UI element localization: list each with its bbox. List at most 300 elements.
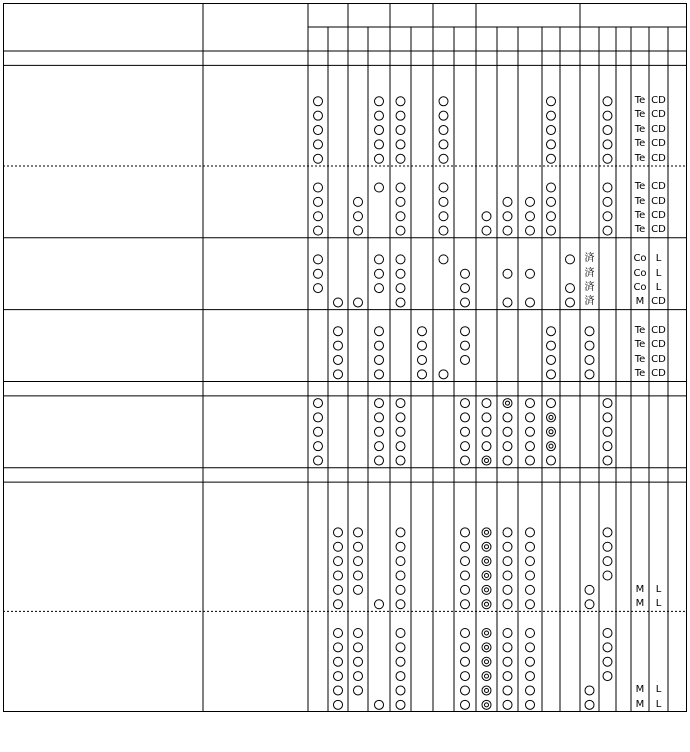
header-sub-label (411, 33, 433, 47)
mark-circle (334, 643, 343, 652)
mark-text: Te (634, 368, 646, 380)
mark-circle (503, 298, 512, 307)
mark-double-circle (482, 528, 491, 537)
mark-double-circle (503, 399, 512, 408)
mark-circle (375, 154, 384, 163)
header-sub-label (631, 28, 649, 50)
mark-circle (354, 686, 363, 695)
header-sub-label (368, 33, 390, 47)
mark-circle (526, 298, 535, 307)
mark-circle (314, 154, 323, 163)
mark-circle (314, 413, 323, 422)
mark-circle (375, 370, 384, 379)
mark-circle (334, 585, 343, 594)
mark-circle (603, 126, 612, 135)
mark-circle (461, 355, 470, 364)
mark-double-circle (547, 442, 556, 451)
item-content (208, 195, 308, 209)
mark-text: Te (634, 138, 646, 150)
mark-text: Te (634, 123, 646, 135)
item-content (208, 310, 308, 324)
mark-circle (461, 327, 470, 336)
mark-circle (396, 111, 405, 120)
mark-double-circle-inner (485, 574, 489, 578)
mark-circle (375, 427, 384, 436)
mark-circle (314, 269, 323, 278)
mark-circle (526, 600, 535, 609)
mark-text: Te (634, 325, 646, 337)
mark-double-circle (482, 672, 491, 681)
mark-circle (396, 154, 405, 163)
mark-circle (603, 557, 612, 566)
mark-text: Te (634, 181, 646, 193)
mark-circle (314, 140, 323, 149)
mark-circle (585, 686, 594, 695)
item-content (208, 180, 308, 194)
mark-circle (461, 585, 470, 594)
mark-circle (547, 154, 556, 163)
mark-circle (603, 456, 612, 465)
item-content (208, 554, 308, 568)
mark-double-circle (482, 643, 491, 652)
mark-double-circle-inner (485, 530, 489, 534)
mark-text: CD (651, 181, 666, 193)
item-content (208, 583, 308, 597)
mark-circle (334, 327, 343, 336)
mark-circle (547, 327, 556, 336)
header-group-label (476, 7, 580, 21)
mark-circle (375, 284, 384, 293)
mark-text: CD (651, 339, 666, 351)
mark-circle (603, 226, 612, 235)
mark-circle (461, 341, 470, 350)
mark-double-circle-inner (485, 631, 489, 635)
mark-circle (503, 686, 512, 695)
mark-circle (396, 442, 405, 451)
mark-circle (547, 111, 556, 120)
mark-circle (603, 643, 612, 652)
mark-circle (396, 700, 405, 709)
mark-text: 済 (584, 296, 595, 308)
item-content (208, 267, 308, 281)
mark-text: CD (651, 325, 666, 337)
mark-circle (461, 427, 470, 436)
mark-circle (396, 413, 405, 422)
mark-circle (603, 212, 612, 221)
item-content (208, 338, 308, 352)
mark-circle (482, 212, 491, 221)
mark-circle (334, 672, 343, 681)
mark-circle (314, 226, 323, 235)
mark-circle (603, 183, 612, 192)
mark-text: CD (651, 195, 666, 207)
item-content (208, 655, 308, 669)
mark-double-circle-inner (485, 545, 489, 549)
mark-circle (461, 628, 470, 637)
mark-text: Co (633, 267, 647, 279)
mark-circle (526, 557, 535, 566)
mark-circle (585, 600, 594, 609)
item-content (208, 367, 308, 381)
mark-circle (396, 571, 405, 580)
mark-text: Te (634, 95, 646, 107)
mark-circle (503, 528, 512, 537)
mark-circle (603, 111, 612, 120)
mark-circle (526, 226, 535, 235)
mark-double-circle-inner (485, 688, 489, 692)
mark-circle (482, 413, 491, 422)
mark-circle (503, 600, 512, 609)
mark-double-circle (482, 657, 491, 666)
mark-double-circle (482, 571, 491, 580)
header-sub-label (518, 28, 542, 50)
mark-circle (314, 126, 323, 135)
item-content (208, 683, 308, 697)
mark-circle (334, 686, 343, 695)
mark-circle (503, 571, 512, 580)
header-sub-label (433, 33, 454, 47)
mark-circle (482, 427, 491, 436)
mark-circle (354, 557, 363, 566)
mark-circle (396, 427, 405, 436)
mark-circle (439, 111, 448, 120)
mark-circle (503, 542, 512, 551)
mark-circle (418, 341, 427, 350)
mark-text: Te (634, 353, 646, 365)
mark-circle (439, 126, 448, 135)
mark-circle (603, 657, 612, 666)
mark-circle (334, 700, 343, 709)
mark-text: M (635, 598, 645, 610)
header-sub-label (560, 33, 580, 47)
mark-circle (314, 284, 323, 293)
mark-circle (585, 355, 594, 364)
mark-circle (439, 183, 448, 192)
section-title (7, 51, 307, 65)
header-sub-label (497, 28, 518, 50)
mark-circle (603, 571, 612, 580)
mark-text: CD (651, 95, 666, 107)
mark-circle (526, 542, 535, 551)
mark-circle (354, 628, 363, 637)
mark-text: M (635, 296, 645, 308)
mark-double-circle-inner (485, 674, 489, 678)
item-content (208, 353, 308, 367)
mark-circle (503, 585, 512, 594)
mark-text: L (655, 253, 662, 265)
mark-double-circle-inner (485, 703, 489, 707)
mark-circle (396, 585, 405, 594)
mark-double-circle-inner (549, 430, 553, 434)
item-content (208, 209, 308, 223)
mark-double-circle (482, 600, 491, 609)
mark-circle (375, 355, 384, 364)
mark-circle (585, 327, 594, 336)
mark-circle (503, 413, 512, 422)
mark-text: Te (634, 210, 646, 222)
mark-circle (526, 643, 535, 652)
mark-circle (461, 269, 470, 278)
mark-circle (461, 399, 470, 408)
mark-circle (439, 197, 448, 206)
mark-double-circle (482, 557, 491, 566)
mark-circle (396, 255, 405, 264)
mark-text: CD (651, 224, 666, 236)
mark-circle (439, 212, 448, 221)
mark-text: 済 (584, 267, 595, 279)
mark-circle (526, 628, 535, 637)
header-sub-label (308, 33, 328, 47)
mark-circle (314, 442, 323, 451)
mark-text: M (635, 698, 645, 710)
mark-circle (396, 212, 405, 221)
mark-circle (503, 628, 512, 637)
header-sub-label (328, 33, 348, 47)
mark-circle (547, 197, 556, 206)
mark-circle (334, 571, 343, 580)
mark-circle (334, 370, 343, 379)
mark-circle (503, 442, 512, 451)
mark-circle (396, 657, 405, 666)
mark-circle (461, 528, 470, 537)
item-content (208, 123, 308, 137)
item-content (208, 65, 308, 79)
item-content (208, 252, 308, 266)
mark-circle (547, 399, 556, 408)
mark-circle (354, 585, 363, 594)
mark-circle (526, 456, 535, 465)
mark-circle (585, 700, 594, 709)
mark-text: 済 (584, 253, 595, 265)
mark-circle (439, 97, 448, 106)
mark-double-circle (482, 700, 491, 709)
header-sub-label (599, 28, 616, 50)
mark-circle (396, 126, 405, 135)
mark-circle (396, 284, 405, 293)
mark-circle (396, 298, 405, 307)
header-sub-label (616, 28, 631, 50)
mark-circle (526, 427, 535, 436)
mark-double-circle (482, 628, 491, 637)
mark-circle (603, 140, 612, 149)
item-content (208, 108, 308, 122)
mark-circle (547, 341, 556, 350)
mark-circle (439, 140, 448, 149)
item-content (208, 540, 308, 554)
mark-circle (439, 255, 448, 264)
mark-circle (503, 456, 512, 465)
mark-circle (503, 557, 512, 566)
header-group-label (580, 7, 687, 21)
mark-circle (334, 557, 343, 566)
item-content (208, 640, 308, 654)
mark-text: CD (651, 138, 666, 150)
mark-text: Te (634, 224, 646, 236)
item-content (208, 223, 308, 237)
mark-text: Te (634, 195, 646, 207)
mark-circle (334, 657, 343, 666)
mark-circle (585, 341, 594, 350)
mark-circle (503, 672, 512, 681)
mark-circle (375, 97, 384, 106)
item-content (208, 669, 308, 683)
mark-circle (461, 571, 470, 580)
header-sub-label (348, 33, 368, 47)
mark-circle (354, 672, 363, 681)
mark-circle (461, 542, 470, 551)
mark-circle (396, 226, 405, 235)
mark-circle (461, 643, 470, 652)
mark-circle (461, 686, 470, 695)
support-table (3, 3, 687, 747)
mark-circle (461, 413, 470, 422)
mark-circle (603, 542, 612, 551)
mark-circle (396, 600, 405, 609)
mark-circle (375, 183, 384, 192)
mark-circle (482, 442, 491, 451)
mark-circle (526, 442, 535, 451)
mark-circle (503, 197, 512, 206)
mark-text: Te (634, 339, 646, 351)
header-sub-label (476, 28, 497, 50)
mark-circle (396, 183, 405, 192)
mark-circle (354, 226, 363, 235)
mark-circle (461, 284, 470, 293)
mark-circle (603, 672, 612, 681)
header-content-label (203, 20, 308, 34)
mark-text: CD (651, 210, 666, 222)
mark-text: M (635, 684, 645, 696)
mark-circle (526, 399, 535, 408)
mark-circle (439, 154, 448, 163)
mark-circle (396, 140, 405, 149)
mark-circle (396, 197, 405, 206)
section-title (7, 468, 307, 482)
mark-circle (354, 528, 363, 537)
mark-double-circle (482, 456, 491, 465)
header-sub-label (580, 28, 599, 50)
item-content (208, 324, 308, 338)
header-sub-label (649, 28, 668, 50)
item-content (208, 453, 308, 467)
mark-double-circle-inner (485, 660, 489, 664)
mark-circle (461, 672, 470, 681)
mark-text: CD (651, 353, 666, 365)
header-sub-label (390, 33, 411, 47)
mark-circle (547, 140, 556, 149)
mark-text: Te (634, 109, 646, 121)
mark-text: CD (651, 368, 666, 380)
mark-text: 済 (584, 281, 595, 293)
mark-text: L (655, 267, 662, 279)
mark-circle (334, 341, 343, 350)
item-content (208, 281, 308, 295)
mark-text: Te (634, 152, 646, 164)
mark-circle (482, 399, 491, 408)
mark-circle (396, 672, 405, 681)
mark-circle (418, 355, 427, 364)
item-content (208, 496, 308, 510)
mark-circle (314, 111, 323, 120)
mark-text: Co (633, 281, 647, 293)
mark-circle (375, 255, 384, 264)
item-content (208, 439, 308, 453)
mark-double-circle-inner (485, 602, 489, 606)
item-content (208, 396, 308, 410)
mark-circle (314, 197, 323, 206)
mark-circle (547, 355, 556, 364)
mark-text: L (655, 598, 662, 610)
item-content (208, 410, 308, 424)
mark-circle (314, 456, 323, 465)
mark-circle (503, 269, 512, 278)
mark-text: CD (651, 109, 666, 121)
item-content (208, 611, 308, 625)
mark-circle (314, 212, 323, 221)
mark-circle (603, 442, 612, 451)
mark-circle (526, 212, 535, 221)
item-content (208, 568, 308, 582)
mark-circle (526, 686, 535, 695)
mark-circle (526, 413, 535, 422)
header-group-label (390, 7, 433, 21)
table-grid (3, 3, 687, 748)
mark-circle (503, 700, 512, 709)
mark-circle (375, 413, 384, 422)
mark-circle (503, 212, 512, 221)
mark-circle (314, 97, 323, 106)
item-content (208, 137, 308, 151)
item-content (208, 166, 308, 180)
mark-circle (547, 370, 556, 379)
mark-circle (314, 255, 323, 264)
mark-double-circle-inner (485, 559, 489, 563)
mark-circle (334, 542, 343, 551)
mark-circle (396, 97, 405, 106)
mark-text: CD (651, 152, 666, 164)
mark-circle (461, 298, 470, 307)
mark-circle (526, 528, 535, 537)
mark-circle (354, 542, 363, 551)
header-group-label (308, 7, 348, 21)
item-content (208, 238, 308, 252)
mark-circle (375, 269, 384, 278)
mark-circle (566, 298, 575, 307)
mark-circle (503, 643, 512, 652)
mark-double-circle-inner (485, 645, 489, 649)
mark-circle (396, 686, 405, 695)
mark-circle (526, 585, 535, 594)
mark-circle (418, 370, 427, 379)
item-content (208, 425, 308, 439)
mark-circle (547, 126, 556, 135)
item-content (208, 597, 308, 611)
mark-text: CD (651, 123, 666, 135)
mark-circle (396, 628, 405, 637)
item-content (208, 482, 308, 496)
item-content (208, 626, 308, 640)
mark-circle (603, 427, 612, 436)
mark-circle (547, 226, 556, 235)
mark-circle (503, 427, 512, 436)
mark-circle (354, 298, 363, 307)
mark-circle (547, 183, 556, 192)
mark-double-circle (547, 427, 556, 436)
mark-circle (354, 643, 363, 652)
mark-circle (566, 255, 575, 264)
mark-circle (547, 456, 556, 465)
mark-circle (354, 197, 363, 206)
